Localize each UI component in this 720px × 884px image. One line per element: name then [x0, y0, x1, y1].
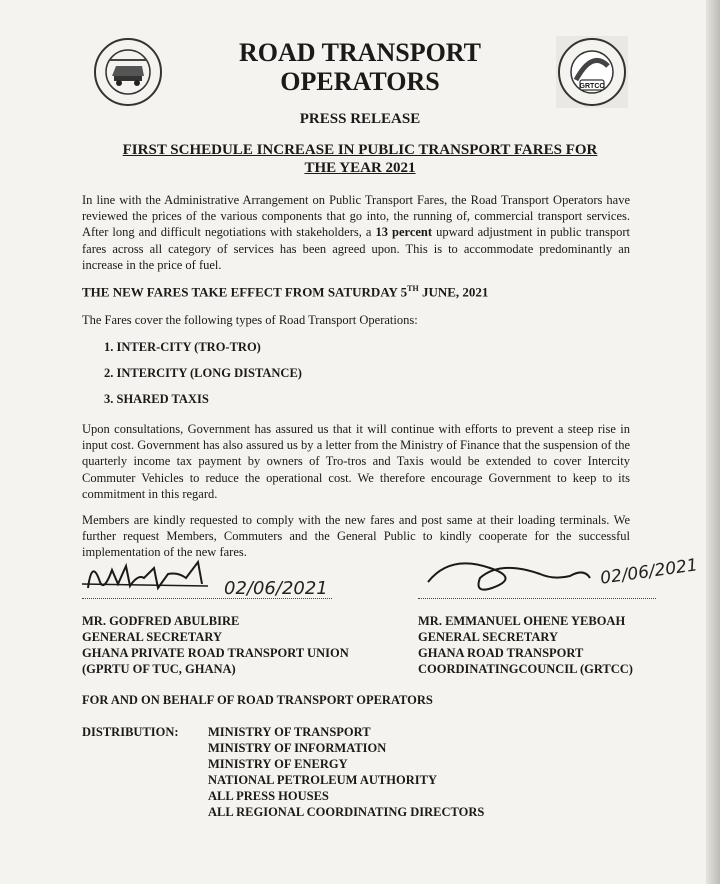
intro-paragraph: [82, 192, 630, 273]
right-signature-line: [418, 596, 656, 599]
left-signatory-org2: (GPRTU OF TUC, GHANA): [82, 662, 236, 676]
page-edge-shadow: [706, 0, 720, 884]
intro-text-a: In line with the Administrative Arrangement on Public Transport Fares, the Road Transport Operators have reviewed the prices of the various components that go into, the running of, commercial transport services. After long and difficult negotiations with stakeholders, a: [82, 193, 630, 240]
release-heading-line1: FIRST SCHEDULE INCREASE IN PUBLIC TRANSPORT FARES FOR: [122, 142, 598, 158]
distribution-item: ALL REGIONAL COORDINATING DIRECTORS: [208, 805, 485, 819]
right-signatory-org2: COORDINATINGCOUNCIL (GRTCC): [418, 662, 633, 676]
distribution-item: MINISTRY OF INFORMATION: [208, 741, 387, 755]
distribution-item: NATIONAL PETROLEUM AUTHORITY: [208, 773, 437, 787]
grtcc-logo-abbr: GRTCC: [579, 83, 605, 90]
right-signatory-title: GENERAL SECRETARY: [418, 630, 558, 644]
fare-type-item: 2. INTERCITY (LONG DISTANCE): [104, 366, 302, 380]
fare-type-item: 3. SHARED TAXIS: [104, 392, 209, 406]
fare-type-item: 1. INTER-CITY (TRO-TRO): [104, 340, 261, 354]
members-paragraph: Members are kindly requested to comply with the new fares and post same at their loading terminals. We further request Members, Commuters and the General Public to kindly cooperate for the successful implementation of the new fares.: [82, 513, 630, 560]
left-signatory-block: [82, 613, 349, 677]
distribution-item: MINISTRY OF ENERGY: [208, 757, 348, 771]
left-signature-date: 02/06/2021: [224, 578, 328, 599]
left-signatory-title: GENERAL SECRETARY: [82, 630, 222, 644]
intro-bold-percent: 13 percent: [375, 225, 433, 240]
distribution-item: MINISTRY OF TRANSPORT: [208, 725, 371, 739]
left-signatory-org: GHANA PRIVATE ROAD TRANSPORT UNION: [82, 646, 349, 660]
cover-text: The Fares cover the following types of Road Transport Operations:: [82, 313, 418, 327]
right-signatory-block: [418, 613, 633, 677]
behalf-line: FOR AND ON BEHALF OF ROAD TRANSPORT OPERATORS: [82, 693, 433, 707]
right-signature-date: 02/06/2021: [599, 555, 699, 589]
intro-text-b: upward adjustment in public transport fares across all category of services has been agreed upon. This is to accommodate predominantly an increase in the price of fuel.: [82, 225, 630, 272]
press-release-label: PRESS RELEASE: [299, 111, 421, 127]
doc-title-line2: OPERATORS: [280, 67, 440, 96]
distribution-label: DISTRIBUTION:: [82, 725, 179, 739]
effective-date-line: [82, 284, 488, 300]
left-signatory-name: MR. GODFRED ABULBIRE: [82, 614, 240, 628]
right-signatory-name: MR. EMMANUEL OHENE YEBOAH: [418, 614, 626, 628]
release-heading-line2: THE YEAR 2021: [304, 160, 416, 176]
left-signature-line: [82, 596, 332, 599]
effective-text-end: JUNE, 2021: [418, 284, 489, 300]
distribution-list: [208, 724, 484, 820]
effective-text: THE NEW FARES TAKE EFFECT FROM SATURDAY 5: [82, 284, 408, 300]
consultation-paragraph: Upon consultations, Government has assured us that it will continue with efforts to prevent a steep rise in input cost. Government has also assured us by a letter from the Ministry of Finance that the suspension of the quarterly income tax payment by owners of Tro-tros and Taxis would be extended to cover Intercity Commuter Vehicles to reduce the operational cost. We therefore encourage Government to keep to its commitment in this regard.: [82, 422, 630, 501]
distribution-item: ALL PRESS HOUSES: [208, 789, 329, 803]
doc-title-line1: ROAD TRANSPORT: [238, 38, 482, 67]
effective-sup: TH: [407, 284, 419, 293]
right-signatory-org: GHANA ROAD TRANSPORT: [418, 646, 584, 660]
